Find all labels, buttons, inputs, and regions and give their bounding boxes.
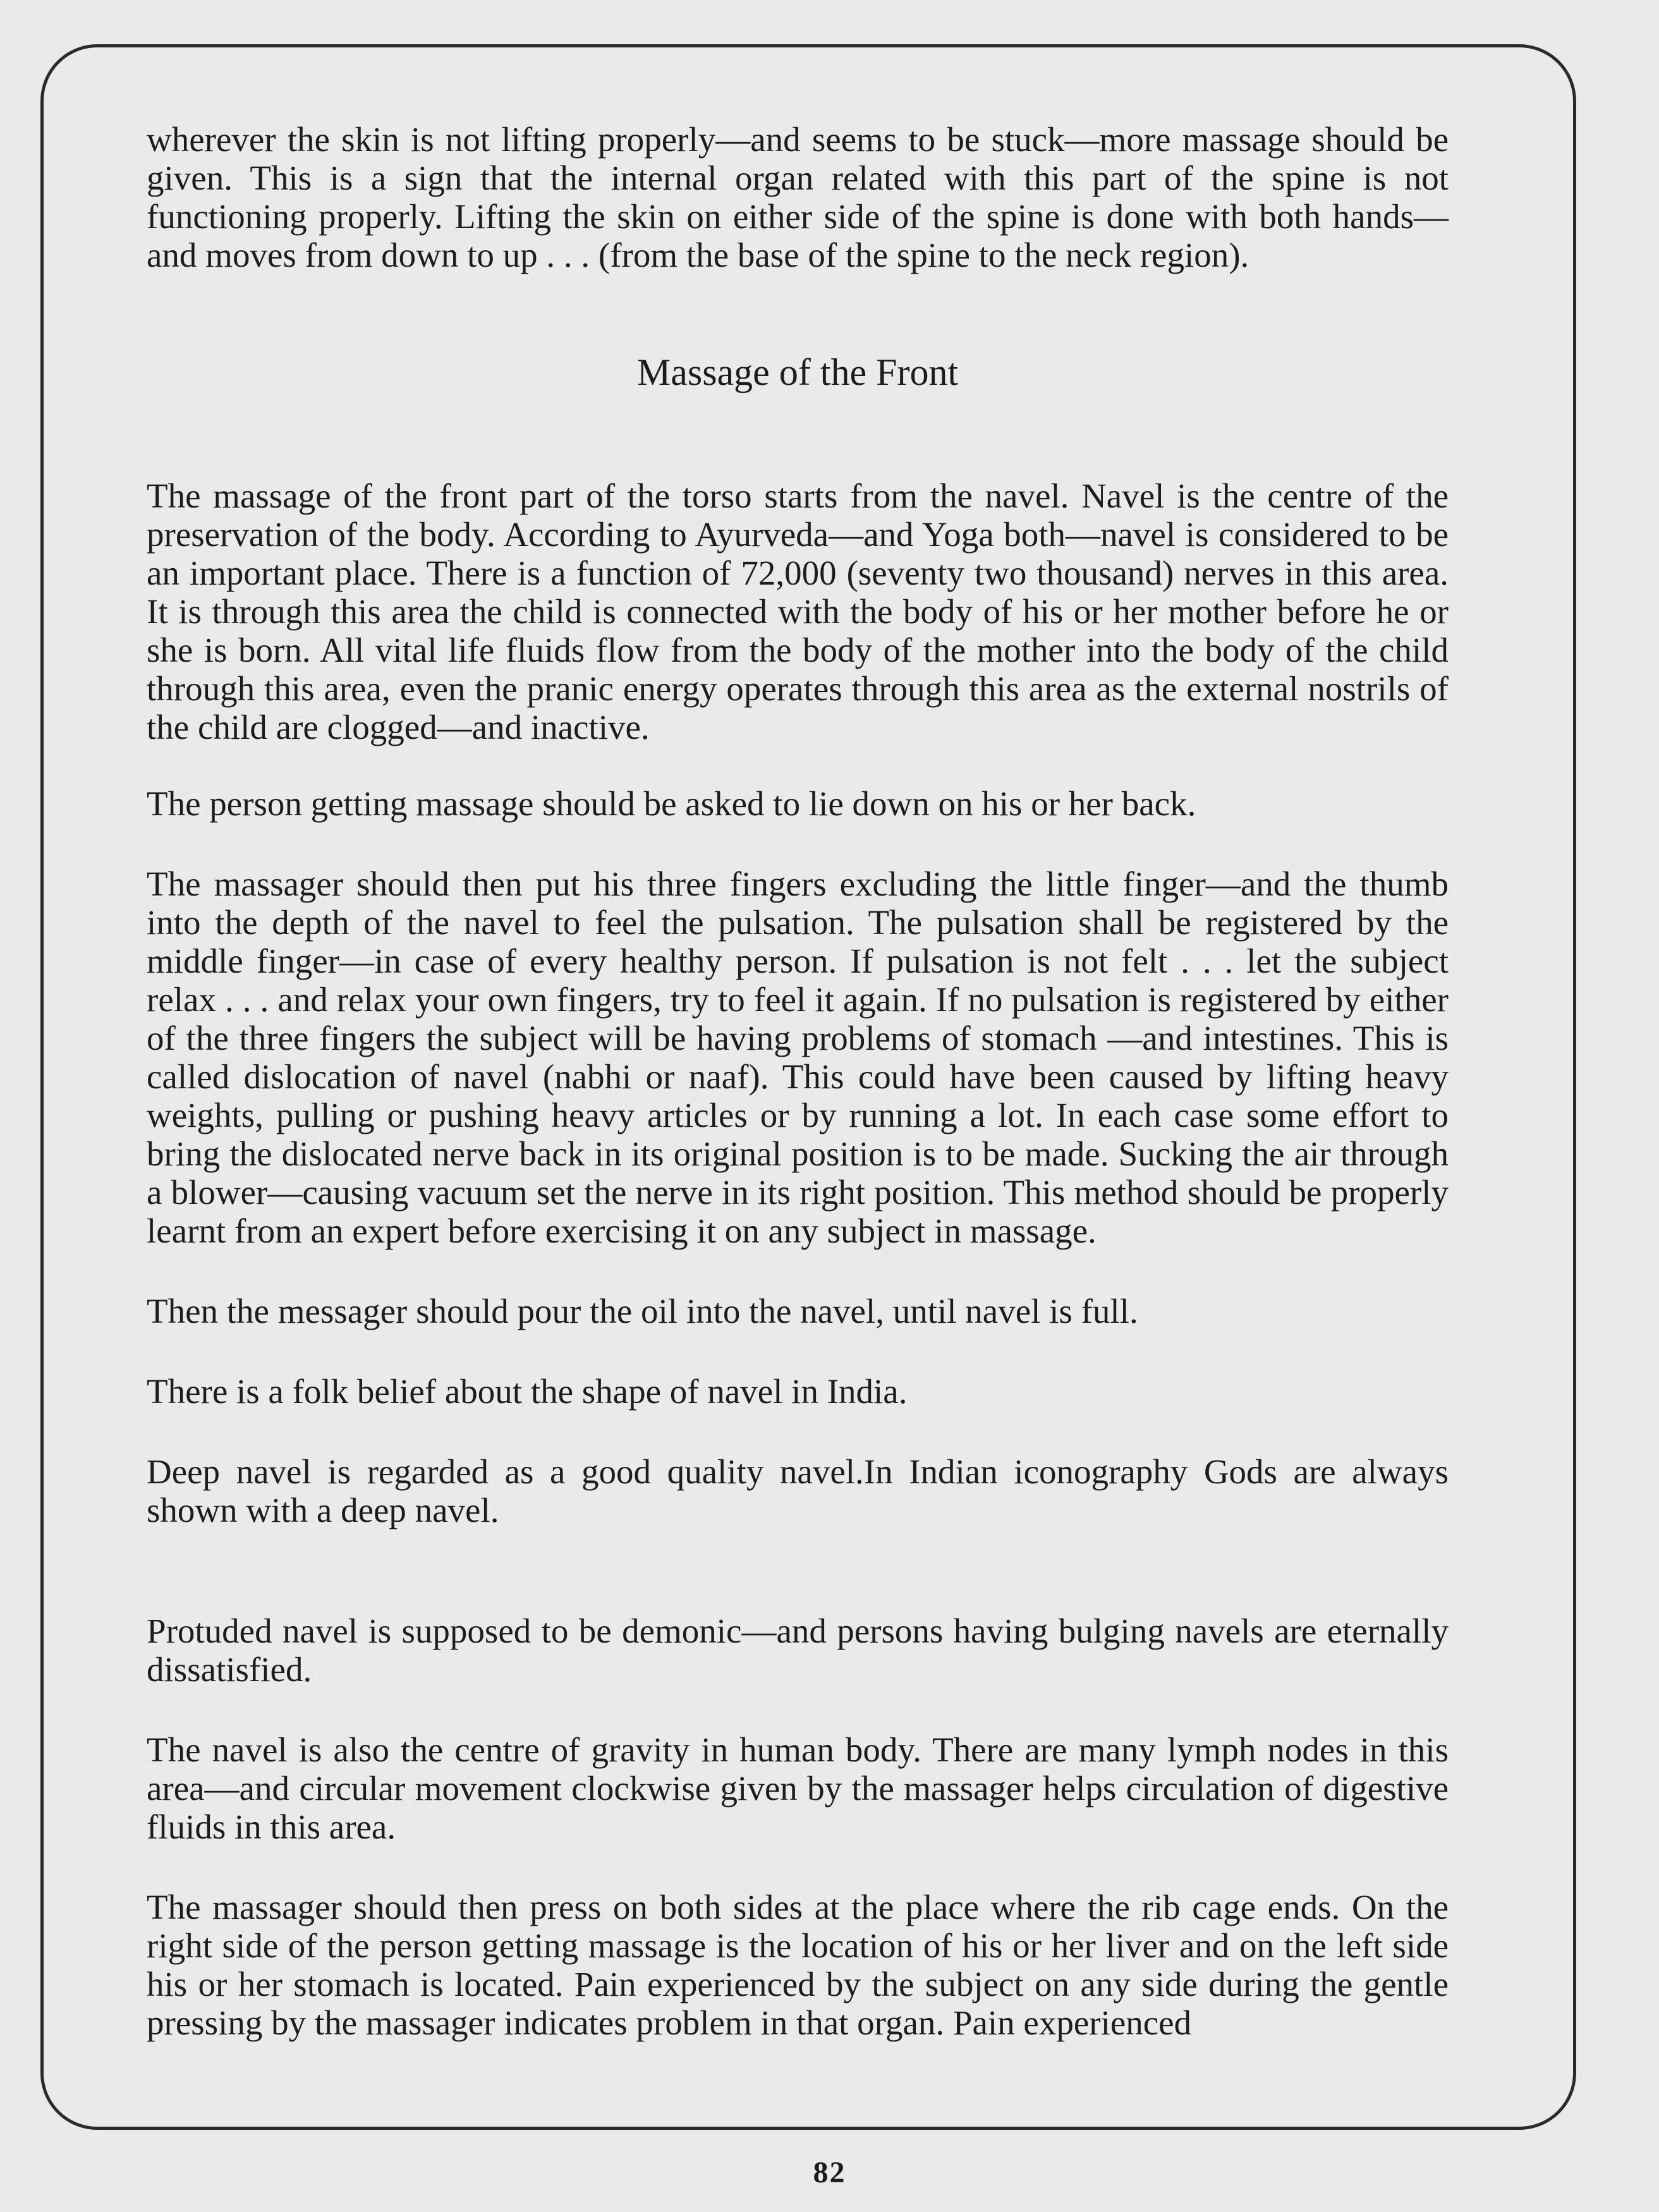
paragraph-deep-navel: Deep navel is regarded as a good quality navel.In Indian iconography Gods are always shown with a deep navel. <box>147 1452 1449 1529</box>
intro-paragraph: wherever the skin is not lifting properly—and seems to be stuck—more massage should be given. This is a sign that the internal organ related with this part of the spine is not functioning properly. Lifting the skin on either side of the spine is done with both hands—and moves from down to up . . . (from the base of the spine to the neck region). <box>147 120 1449 274</box>
paragraph-centre-of-gravity: The navel is also the centre of gravity in human body. There are many lymph nodes in this area—and circular movement clockwise given by the massager helps circulation of digestive fluids in this area. <box>147 1730 1449 1846</box>
paragraph-pulsation: The massager should then put his three fingers excluding the little finger—and the thumb into the depth of the navel to feel the pulsation. The pulsation shall be registered by the middle finger—in case of every healthy person. If pulsation is not felt . . . let the subject relax . . . and relax your own fingers, try to feel it again. If no pulsation is registered by either of the three fingers the subject will be having problems of stomach —and intestines. This is called dislocation of navel (nabhi or naaf). This could have been caused by lifting heavy weights, pulling or pushing heavy articles or by running a lot. In each case some effort to bring the dislocated nerve back in its original position is to be made. Sucking the air through a blower—causing vacuum set the nerve in its right position. This method should be properly learnt from an expert before exercising it on any subject in massage. <box>147 865 1449 1250</box>
paragraph-rib-cage: The massager should then press on both sides at the place where the rib cage ends. On the right side of the person getting massage is the location of his or her liver and on the left side his or her stomach is located. Pain experienced by the subject on any side during the gentle pressing by the massager indicates problem in that organ. Pain experienced <box>147 1888 1449 2042</box>
paragraph-protruded-navel: Protuded navel is supposed to be demonic—and persons having bulging navels are eternally dissatisfied. <box>147 1612 1449 1689</box>
paragraph-navel-centre: The massage of the front part of the torso starts from the navel. Navel is the centre of the preservation of the body. According to Ayurveda—and Yoga both—navel is considered to be an important place. There is a function of 72,000 (seventy two thousand) nerves in this area. It is through this area the child is connected with the body of his or her mother before he or she is born. All vital life fluids flow from the body of the mother into the body of the child through this area, even the pranic energy operates through this area as the external nostrils of the child are clogged—and inactive. <box>147 477 1449 746</box>
page-number: 82 <box>813 2156 846 2189</box>
page-content <box>147 120 1449 2042</box>
paragraph-folk-belief: There is a folk belief about the shape of navel in India. <box>147 1372 908 1411</box>
paragraph-lie-down: The person getting massage should be asked to lie down on his or her back. <box>147 784 1196 823</box>
section-heading: Massage of the Front <box>636 351 959 393</box>
paragraph-pour-oil: Then the messager should pour the oil into the navel, until navel is full. <box>147 1292 1138 1330</box>
